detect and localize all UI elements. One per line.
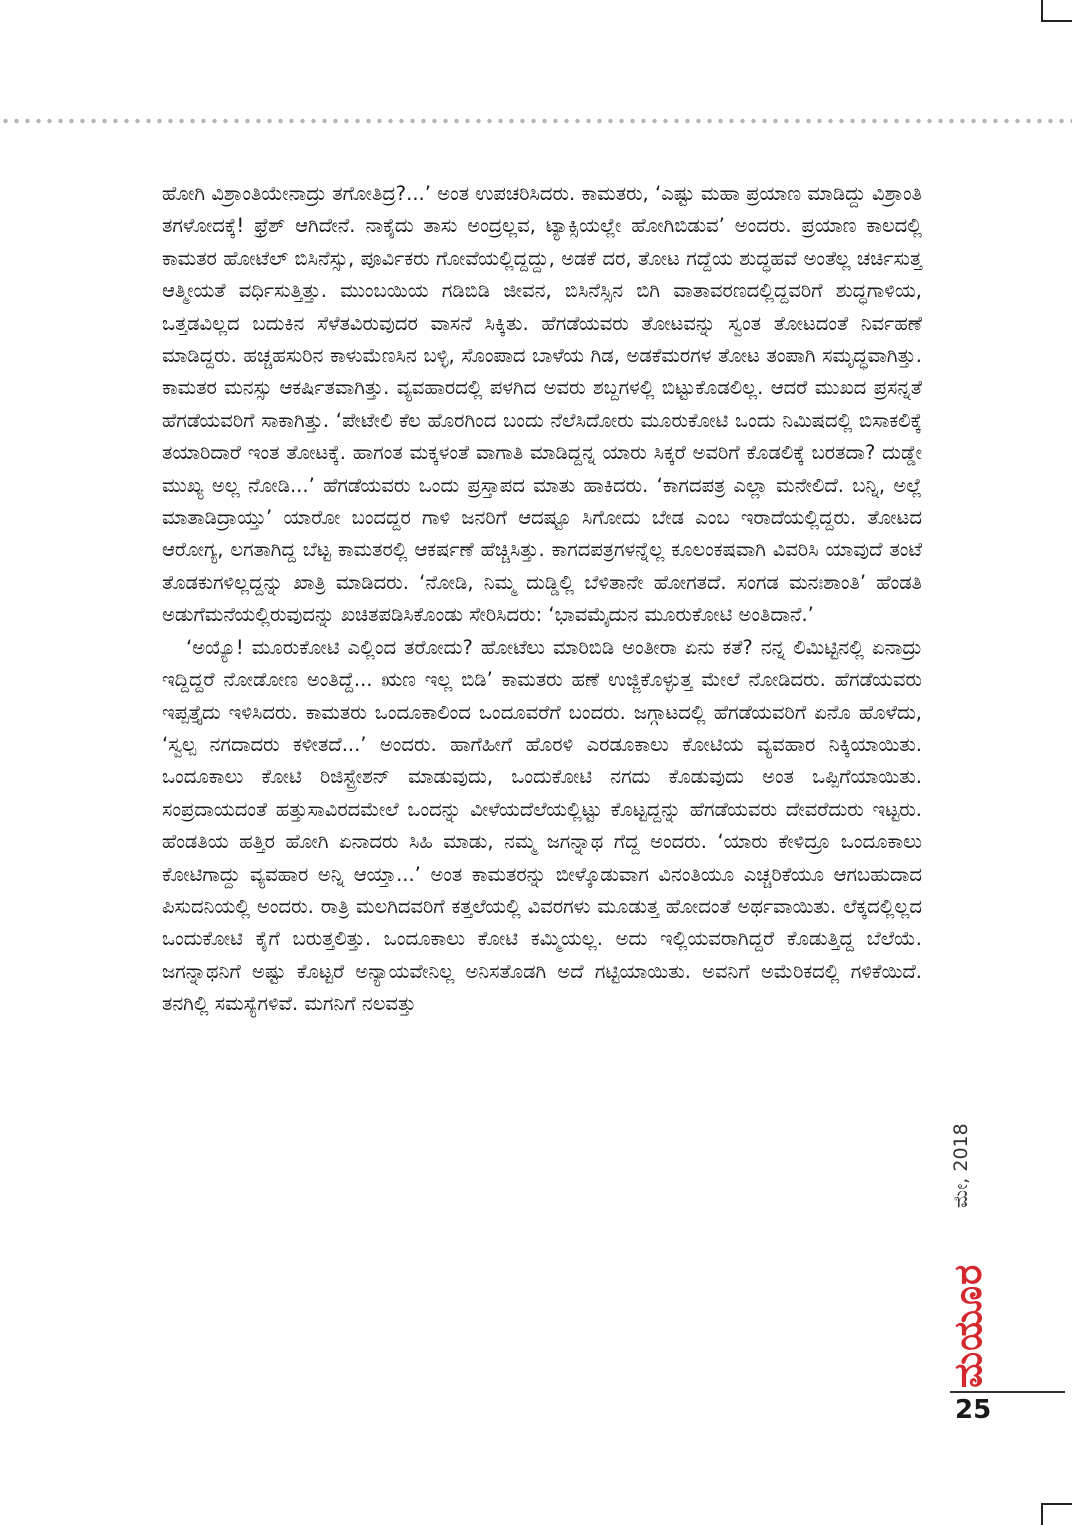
magazine-logo: ಮಯೂರ — [946, 1263, 990, 1388]
footer-rule — [950, 1391, 1065, 1393]
article-paragraph-1: ಹೋಗಿ ವಿಶ್ರಾಂತಿಯೇನಾದ್ರು ತಗೋತಿದ್ರ?...’ ಅಂತ ಉಪಚರಿಸಿದರು. ಕಾಮತರು, ‘ಎಷ್ಟು ಮಹಾ ಪ್ರಯಾಣ ಮಾಡಿದ್ದು ವಿಶ್ರಾಂತಿ ತಗಳೋದಕ್ಕೆ! ಫ್ರೆಶ್ ಆಗಿದೇನೆ. ನಾಕೈದು ತಾಸು ಅಂದ್ರಲ್ಲವ, ಟ್ಯಾಕ್ಸಿಯಲ್ಲೇ ಹೋಗಿಬಿಡುವ’ ಅಂದರು. ಪ್ರಯಾಣ ಕಾಲದಲ್ಲಿ ಕಾಮತರ ಹೋಟೆಲ್ ಬಿಸಿನೆಸ್ಸು, ಪೂರ್ವಿಕರು ಗೋವೆಯಲ್ಲಿದ್ದದ್ದು, ಅಡಕೆ ದರ, ತೋಟ ಗದ್ದೆಯ ಶುದ್ಧಹವೆ ಅಂತೆಲ್ಲ ಚರ್ಚಿಸುತ್ತ ಆತ್ಮೀಯತೆ ವರ್ಧಿಸುತ್ತಿತ್ತು. ಮುಂಬಯಿಯ ಗಡಿಬಿಡಿ ಜೀವನ, ಬಿಸಿನೆಸ್ಸಿನ ಬಿಗಿ ವಾತಾವರಣದಲ್ಲಿದ್ದವರಿಗೆ ಶುದ್ಧಗಾಳಿಯ, ಒತ್ತಡವಿಲ್ಲದ ಬದುಕಿನ ಸೆಳೆತವಿರುವುದರ ವಾಸನೆ ಸಿಕ್ಕಿತು. ಹೆಗಡೆಯವರು ತೋಟವನ್ನು ಸ್ವಂತ ತೋಟದಂತೆ ನಿರ್ವಹಣೆ ಮಾಡಿದ್ದರು. ಹಚ್ಚಹಸುರಿನ ಕಾಳುಮೆಣಸಿನ ಬಳ್ಳಿ, ಸೊಂಪಾದ ಬಾಳೆಯ ಗಿಡ, ಅಡಕೆಮರಗಳ ತೋಟ ತಂಪಾಗಿ ಸಮೃದ್ಧವಾಗಿತ್ತು. ಕಾಮತರ ಮನಸ್ಸು ಆಕರ್ಷಿತವಾಗಿತ್ತು. ವ್ಯವಹಾರದಲ್ಲಿ ಪಳಗಿದ ಅವರು ಶಬ್ದಗಳಲ್ಲಿ ಬಿಟ್ಟುಕೊಡಲಿಲ್ಲ. ಆದರೆ ಮುಖದ ಪ್ರಸನ್ನತೆ ಹೆಗಡೆಯವರಿಗೆ ಸಾಕಾಗಿತ್ತು. ‘ಪೇಟೇಲಿ ಕೆಲ ಹೊರಗಿಂದ ಬಂದು ನೆಲೆಸಿದೋರು ಮೂರುಕೋಟಿ ಒಂದು ನಿಮಿಷದಲ್ಲಿ ಬಿಸಾಕಲಿಕ್ಕೆ ತಯಾರಿದಾರೆ ಇಂತ ತೋಟಕ್ಕೆ. ಹಾಗಂತ ಮಕ್ಕಳಂತೆ ವಾಗಾತಿ ಮಾಡಿದ್ದನ್ನ ಯಾರು ಸಿಕ್ಕರೆ ಅವರಿಗೆ ಕೊಡಲಿಕ್ಕೆ ಬರತದಾ? ದುಡ್ಡೇ ಮುಖ್ಯ ಅಲ್ಲ ನೋಡಿ...’ ಹೆಗಡೆಯವರು ಒಂದು ಪ್ರಸ್ತಾಪದ ಮಾತು ಹಾಕಿದರು. ‘ಕಾಗದಪತ್ರ ಎಲ್ಲಾ ಮನೇಲಿದೆ. ಬನ್ನಿ, ಅಲ್ಲೆ ಮಾತಾಡಿದ್ರಾಯ್ತು’ ಯಾರೋ ಬಂದದ್ದರ ಗಾಳಿ ಜನರಿಗೆ ಆದಷ್ಟೂ ಸಿಗೋದು ಬೇಡ ಎಂಬ ಇರಾದೆಯಲ್ಲಿದ್ದರು. ತೋಟದ ಆರೋಗ್ಯ, ಲಗತಾಗಿದ್ದ ಬೆಟ್ಟ ಕಾಮತರಲ್ಲಿ ಆಕರ್ಷಣೆ ಹೆಚ್ಚಿಸಿತ್ತು. ಕಾಗದಪತ್ರಗಳನ್ನೆಲ್ಲ ಕೂಲಂಕಷವಾಗಿ ವಿವರಿಸಿ ಯಾವುದೆ ತಂಟೆ ತೊಡಕುಗಳಿಲ್ಲದ್ದನ್ನು ಖಾತ್ರಿ ಮಾಡಿದರು. ‘ನೋಡಿ, ನಿಮ್ಮ ದುಡ್ಡಿಲ್ಲಿ ಬೆಳಿತಾನೇ ಹೋಗತದೆ. ಸಂಗಡ ಮನಃಶಾಂತಿ’ ಹೆಂಡತಿ ಅಡುಗೆಮನೆಯಲ್ಲಿರುವುದನ್ನು ಖಚಿತಪಡಿಸಿಕೊಂಡು ಸೇರಿಸಿದರು: ‘ಭಾವಮೈದುನ ಮೂರುಕೋಟಿ ಅಂತಿದಾನೆ.’ — [162, 182, 922, 627]
article-paragraph-2: ‘ಅಯ್ಯೊ! ಮೂರುಕೋಟಿ ಎಲ್ಲಿಂದ ತರೋದು? ಹೋಟೆಲು ಮಾರಿಬಿಡಿ ಅಂತೀರಾ ಏನು ಕತೆ? ನನ್ನ ಲಿಮಿಟ್ಟಿನಲ್ಲಿ ಏನಾದ್ರು ಇದ್ದಿದ್ದರೆ ನೋಡೋಣ ಅಂತಿದ್ದೆ... ಋಣ ಇಲ್ಲ ಬಿಡಿ’ ಕಾಮತರು ಹಣೆ ಉಜ್ಜಿಕೊಳ್ಳುತ್ತ ಮೇಲೆ ನೋಡಿದರು. ಹೆಗಡೆಯವರು ಇಪ್ಪತ್ತೈದು ಇಳಿಸಿದರು. ಕಾಮತರು ಒಂದೂಕಾಲಿಂದ ಒಂದೂವರೆಗೆ ಬಂದರು. ಜಗ್ಗಾಟದಲ್ಲಿ ಹೆಗಡೆಯವರಿಗೆ ಏನೊ ಹೊಳೆದು, ‘ಸ್ವಲ್ಪ ನಗದಾದರು ಕಳೀತದೆ...’ ಅಂದರು. ಹಾಗೆಹೀಗೆ ಹೊರಳಿ ಎರಡೂಕಾಲು ಕೋಟಿಯ ವ್ಯವಹಾರ ನಿಕ್ಕಿಯಾಯಿತು. ಒಂದೂಕಾಲು ಕೋಟಿ ರಿಜಿಸ್ಟ್ರೇಶನ್ ಮಾಡುವುದು, ಒಂದುಕೋಟಿ ನಗದು ಕೊಡುವುದು ಅಂತ ಒಪ್ಪಿಗೆಯಾಯಿತು. ಸಂಪ್ರದಾಯದಂತೆ ಹತ್ತುಸಾವಿರದಮೇಲೆ ಒಂದನ್ನು ವೀಳೆಯದೆಲೆಯಲ್ಲಿಟ್ಟು ಕೊಟ್ಟದ್ದನ್ನು ಹೆಗಡೆಯವರು ದೇವರೆದುರು ಇಟ್ಟರು. ಹೆಂಡತಿಯ ಹತ್ತಿರ ಹೋಗಿ ಏನಾದರು ಸಿಹಿ ಮಾಡು, ನಮ್ಮ ಜಗನ್ನಾಥ ಗೆದ್ದ ಅಂದರು. ‘ಯಾರು ಕೇಳಿದ್ರೂ ಒಂದೂಕಾಲು ಕೋಟಿಗಾದ್ದು ವ್ಯವಹಾರ ಅನ್ನಿ ಆಯ್ತಾ...’ ಅಂತ ಕಾಮತರನ್ನು ಬೀಳ್ಕೊಡುವಾಗ ವಿನಂತಿಯೂ ಎಚ್ಚರಿಕೆಯೂ ಆಗಬಹುದಾದ ಪಿಸುದನಿಯಲ್ಲಿ ಅಂದರು. ರಾತ್ರಿ ಮಲಗಿದವರಿಗೆ ಕತ್ತಲೆಯಲ್ಲಿ ವಿವರಗಳು ಮೂಡುತ್ತ ಹೋದಂತೆ ಅರ್ಥವಾಯಿತು. ಲೆಕ್ಕದಲ್ಲಿಲ್ಲದ ಒಂದುಕೋಟಿ ಕೈಗೆ ಬರುತ್ತಲಿತ್ತು. ಒಂದೂಕಾಲು ಕೋಟಿ ಕಮ್ಮಿಯಲ್ಲ. ಅದು ಇಲ್ಲಿಯವರಾಗಿದ್ದರೆ ಕೊಡುತ್ತಿದ್ದ ಬೆಲೆಯೆ. ಜಗನ್ನಾಥನಿಗೆ ಅಷ್ಟು ಕೊಟ್ಟರೆ ಅನ್ಯಾಯವೇನಿಲ್ಲ ಅನಿಸತೊಡಗಿ ಅದೆ ಗಟ್ಟಿಯಾಯಿತು. ಅವನಿಗೆ ಅಮೆರಿಕದಲ್ಲಿ ಗಳಿಕೆಯಿದೆ. ತನಗಿಲ್ಲಿ ಸಮಸ್ಯೆಗಳಿವೆ. ಮಗನಿಗೆ ನಲವತ್ತು — [162, 635, 922, 1016]
crop-mark-top-right-h — [1041, 20, 1072, 22]
article-body — [162, 178, 922, 1021]
crop-mark-top-right — [1041, 0, 1043, 22]
crop-mark-bottom-right-h — [1041, 1503, 1072, 1505]
crop-mark-bottom-right — [1041, 1503, 1043, 1525]
page-number: 25 — [955, 1395, 992, 1425]
issue-date: ಮೇ, 2018 — [950, 1123, 972, 1208]
dotted-header-rule — [0, 118, 1072, 124]
side-issue-label — [946, 1123, 1000, 1388]
